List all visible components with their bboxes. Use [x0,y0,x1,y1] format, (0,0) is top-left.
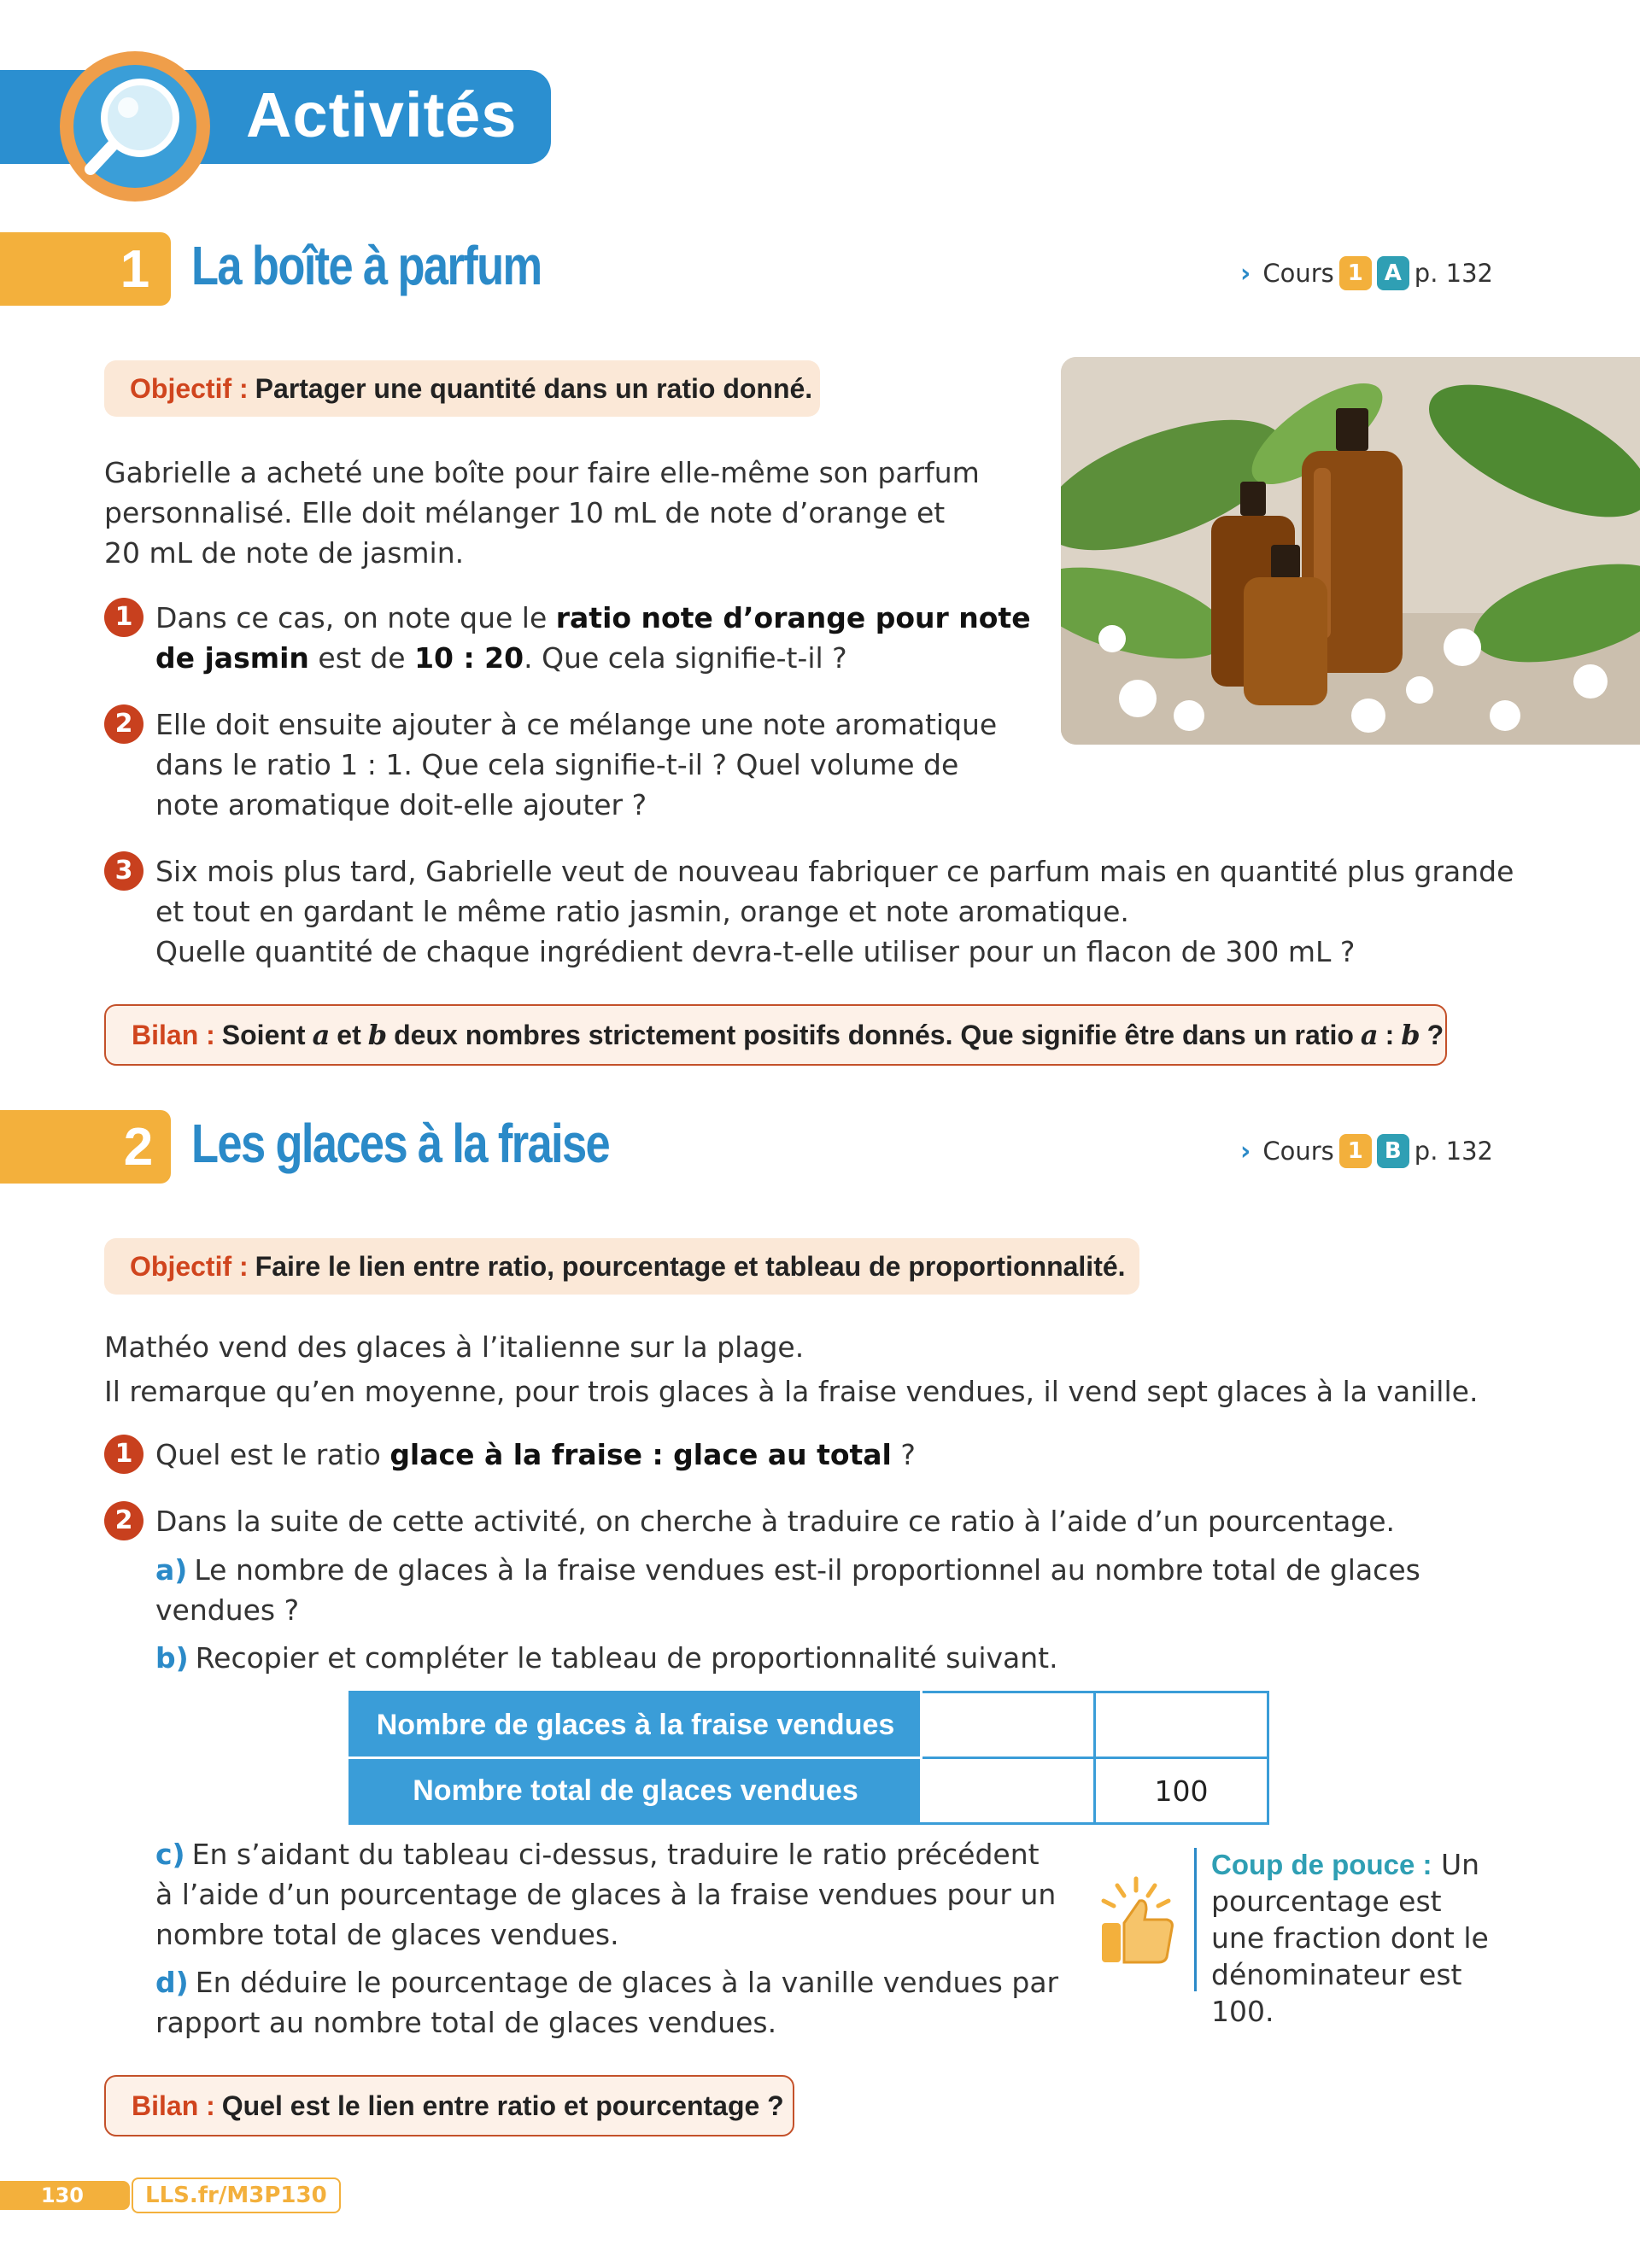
table-cell-value: 100 [1095,1758,1268,1824]
question-2c: c) En s’aidant du tableau ci-dessus, traduire le ratio précédent à l’aide d’un pourcentage de glaces à la fraise vendues pour un nombre total de glaces vendues. [155,1838,1057,1951]
table-row [350,1692,1268,1758]
question-2d: d) En déduire le pourcentage de glaces à la vanille vendues par rapport au nombre total de glaces vendues. [155,1966,1059,2039]
objective-text: Faire le lien entre ratio, pourcentage et tableau de proportionnalité. [255,1250,1126,1282]
activity-1-bilan: Bilan : Soient a et b deux nombres strictement positifs donnés. Que signifie être dans un ratio a : b ? [104,1004,1447,1066]
table-row [350,1758,1268,1824]
coup-de-pouce-hint: Coup de pouce : Un pourcentage est une fraction dont le dénominateur est 100. [1211,1848,1489,2028]
cours-letter-badge: B [1377,1134,1409,1168]
activity-2-number: 2 [123,1118,154,1177]
activity-2-question-2: Dans la suite de cette activité, on cherche à traduire ce ratio à l’aide d’un pourcentage. [155,1505,1396,1538]
chevron-right-icon: › [1240,258,1251,289]
hint-divider [1194,1848,1197,1991]
cours-number-badge: 1 [1339,1134,1372,1168]
activity-1-objective [104,360,820,417]
intro-line: Gabrielle a acheté une boîte pour faire elle-même son parfum [104,456,980,489]
perfume-bottles-photo [1061,357,1640,745]
table-cell-empty[interactable] [922,1692,1095,1758]
cours-page: p. 132 [1414,1137,1493,1166]
question-number: 1 [104,1435,144,1474]
activity-1-number: 1 [120,240,150,299]
objective-label: Objectif : [130,1250,249,1282]
activity-2-cours-ref[interactable] [1240,1134,1493,1168]
table-cell-empty[interactable] [1095,1692,1268,1758]
proportionality-table [348,1691,1269,1825]
activity-2-question-1: Quel est le ratio glace à la fraise : glace au total ? [155,1438,916,1471]
activity-1-question-1: Dans ce cas, on note que le ratio note d’orange pour note de jasmin est de 10 : 20. Que cela signifie-t-il ? [155,601,1031,675]
question-number: 3 [104,851,144,891]
activity-1-question-3: Six mois plus tard, Gabrielle veut de nouveau fabriquer ce parfum mais en quantité plus grande et tout en gardant le même ratio jasmin, orange et note aromatique. Quelle quantité de chaque ingrédient devra-t-elle utiliser pour un flacon de 300 mL ? [155,855,1514,968]
thumbs-up-icon [1095,1875,1177,1969]
activity-1-cours-ref[interactable] [1240,256,1493,290]
objective-label: Objectif : [130,372,249,404]
question-number: 2 [104,704,144,744]
activity-2-objective [104,1238,1139,1295]
activity-1-question-2: Elle doit ensuite ajouter à ce mélange une note aromatique dans le ratio 1 : 1. Que cela signifie-t-il ? Quel volume de note aromatique doit-elle ajouter ? [155,708,998,821]
table-header-cell: Nombre total de glaces vendues [350,1758,922,1824]
cours-label: Cours [1262,259,1334,288]
cours-label: Cours [1262,1137,1334,1166]
question-number: 1 [104,598,144,637]
activity-1-title: La boîte à parfum [191,235,542,296]
activity-2-intro [104,1325,1608,1414]
chevron-right-icon: › [1240,1136,1251,1166]
cours-page: p. 132 [1414,259,1493,288]
intro-line: personnalisé. Elle doit mélanger 10 mL de note d’orange et [104,496,946,529]
table-cell-empty[interactable] [922,1758,1095,1824]
question-number: 2 [104,1501,144,1540]
page-number: 130 [0,2181,130,2210]
activity-1-intro [104,453,1044,573]
bilan-label: Bilan : [132,1019,215,1050]
intro-line: 20 mL de note de jasmin. [104,536,465,570]
magnifier-icon [73,65,196,188]
cours-letter-badge: A [1377,256,1409,290]
activity-2-title: Les glaces à la fraise [191,1113,610,1174]
question-2a: a) Le nombre de glaces à la fraise vendues est-il proportionnel au nombre total de glaces vendues ? [155,1553,1420,1627]
intro-line: Il remarque qu’en moyenne, pour trois glaces à la fraise vendues, il vend sept glaces à la vanille. [104,1375,1479,1408]
question-2b: b) Recopier et compléter le tableau de proportionnalité suivant. [155,1641,1058,1675]
bilan-label: Bilan : [132,2090,215,2121]
objective-text: Partager une quantité dans un ratio donné. [255,372,813,404]
table-header-cell: Nombre de glaces à la fraise vendues [350,1692,922,1758]
page-title: Activités [246,79,518,150]
lls-link[interactable]: LLS.fr/M3P130 [132,2177,341,2213]
bilan-text: Quel est le lien entre ratio et pourcentage ? [221,2090,784,2121]
activity-2-bilan [104,2075,794,2136]
intro-line: Mathéo vend des glaces à l’italienne sur la plage. [104,1330,805,1364]
cours-number-badge: 1 [1339,256,1372,290]
